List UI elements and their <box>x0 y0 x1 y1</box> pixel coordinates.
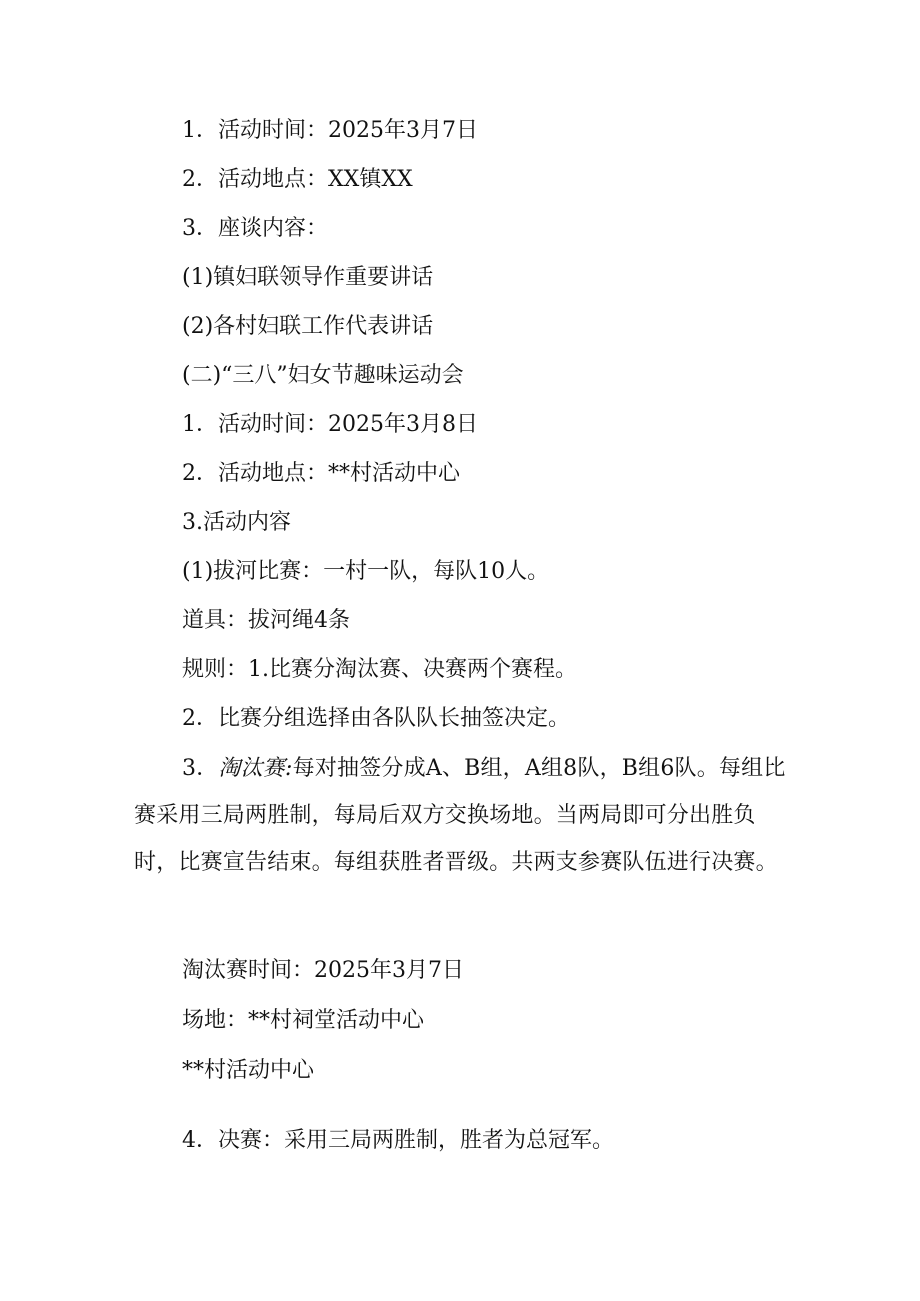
text-line: 1．活动时间：2025年3月8日 <box>182 412 478 437</box>
text-line: (2)各村妇联工作代表讲话 <box>182 314 434 339</box>
text-line: 2．活动地点：XX镇XX <box>182 167 413 192</box>
text-line: 1．活动时间：2025年3月7日 <box>182 118 478 143</box>
text-line: 2．活动地点：**村活动中心 <box>182 461 460 486</box>
paragraph-text: 每对抽签分成A、B组，A组8队，B组6队。每组比赛采用三局两胜制，每局后双方交换场地。当两局即可分出胜负时，比赛宣告结束。每组获胜者晋级。共两支参赛队伍进行决赛。 <box>134 756 786 875</box>
paragraph-prefix: 3． <box>182 756 219 781</box>
text-line: 3.活动内容 <box>182 510 291 535</box>
text-line: 规则：1.比赛分淘汰赛、决赛两个赛程。 <box>182 657 577 682</box>
paragraph-italic-label: 淘汰赛: <box>218 756 293 781</box>
text-line: 3．座谈内容： <box>182 216 328 241</box>
text-line: 4．决赛：采用三局两胜制，胜者为总冠军。 <box>182 1128 614 1153</box>
text-line: 淘汰赛时间：2025年3月7日 <box>182 958 464 983</box>
section-heading: (二)“三八”妇女节趣味运动会 <box>182 363 464 388</box>
elimination-paragraph <box>134 745 794 886</box>
text-line: (1)镇妇联领导作重要讲话 <box>182 265 434 290</box>
text-line: (1)拔河比赛：一村一队，每队10人。 <box>182 559 550 584</box>
text-line: 场地：**村祠堂活动中心 <box>182 1008 425 1033</box>
text-line: 2．比赛分组选择由各队队长抽签决定。 <box>182 706 570 731</box>
text-line: **村活动中心 <box>182 1058 315 1083</box>
text-line: 道具：拔河绳4条 <box>182 608 350 633</box>
